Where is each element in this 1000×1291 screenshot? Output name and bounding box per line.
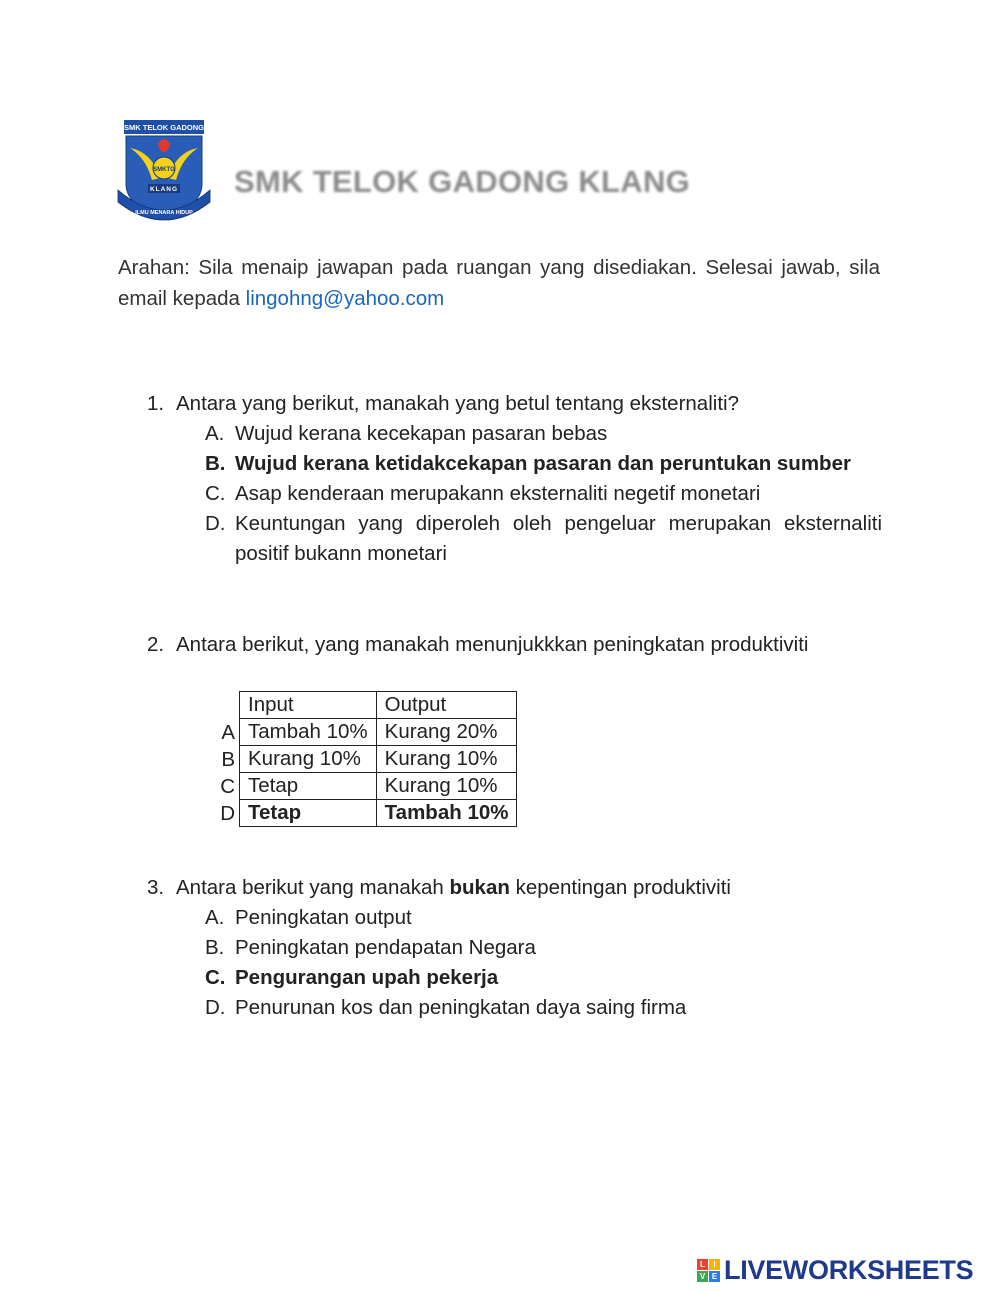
option-a — [205, 903, 882, 933]
crest-motto-text: ILMU MENARA HIDUP — [135, 210, 193, 216]
table-cell: Tetap — [240, 800, 377, 827]
option-letter: D. — [205, 996, 226, 1019]
table-row — [240, 719, 517, 746]
table-cell: Kurang 10% — [376, 746, 517, 773]
option-text: Asap kenderaan merupakann eksternaliti negetif monetari — [235, 482, 761, 505]
table-cell: Kurang 10% — [376, 773, 517, 800]
question-1 — [147, 389, 882, 569]
table-cell: Kurang 10% — [240, 746, 377, 773]
input-output-table — [239, 691, 517, 827]
option-letter: C. — [205, 482, 226, 505]
option-text: Keuntungan yang diperoleh oleh pengeluar merupakan eksternaliti positif bukann monetari — [235, 512, 882, 565]
option-text: Peningkatan output — [235, 906, 412, 929]
table-row-labels — [205, 691, 235, 827]
question-number: 1. — [147, 392, 165, 415]
option-b — [205, 449, 882, 479]
question-number: 3. — [147, 876, 165, 899]
table-row — [240, 746, 517, 773]
option-c — [205, 963, 882, 993]
row-label: A — [221, 721, 235, 744]
option-a — [205, 419, 882, 449]
option-letter: D. — [205, 512, 226, 535]
option-text: Penurunan kos dan peningkatan daya saing firma — [235, 996, 687, 1019]
stem-emphasis: bukan — [449, 876, 510, 899]
question-stem: Antara yang berikut, manakah yang betul tentang eksternaliti? — [176, 392, 739, 415]
school-crest-logo — [116, 118, 212, 226]
liveworksheets-logo — [697, 1255, 973, 1285]
table-cell: Kurang 20% — [376, 719, 517, 746]
icon-letter: L — [697, 1259, 708, 1270]
option-d — [205, 993, 882, 1023]
question-3 — [147, 873, 882, 1023]
option-d — [205, 509, 882, 569]
liveworksheets-icon — [697, 1259, 720, 1282]
option-letter: C. — [205, 966, 226, 989]
school-name: SMK TELOK GADONG KLANG — [234, 164, 691, 199]
crest-top-text: SMK TELOK GADONG — [124, 123, 204, 132]
option-text: Pengurangan upah pekerja — [235, 966, 499, 989]
question-2 — [147, 630, 882, 660]
table-row — [240, 800, 517, 827]
table-cell: Tambah 10% — [240, 719, 377, 746]
option-b — [205, 933, 882, 963]
row-label: B — [221, 748, 235, 771]
row-label: C — [220, 775, 235, 798]
table-cell: Tambah 10% — [376, 800, 517, 827]
option-text: Wujud kerana ketidakcekapan pasaran dan peruntukan sumber — [235, 452, 851, 475]
option-list — [205, 419, 882, 569]
instructions — [118, 252, 880, 314]
table-cell: Tetap — [240, 773, 377, 800]
school-header — [116, 118, 796, 228]
table-header: Input — [240, 692, 377, 719]
crest-ribbon-text: KLANG — [149, 186, 179, 193]
option-c — [205, 479, 882, 509]
option-letter: A. — [205, 422, 225, 445]
liveworksheets-brand: LIVEWORKSHEETS — [724, 1254, 974, 1285]
icon-letter: I — [709, 1259, 720, 1270]
option-text: Wujud kerana kecekapan pasaran bebas — [235, 422, 608, 445]
option-list — [205, 903, 882, 1023]
option-letter: A. — [205, 906, 225, 929]
email-link[interactable]: lingohng@yahoo.com — [245, 287, 445, 310]
table-header-row — [240, 692, 517, 719]
option-letter: B. — [205, 936, 225, 959]
table-row — [240, 773, 517, 800]
table-header: Output — [376, 692, 517, 719]
question-number: 2. — [147, 633, 165, 656]
stem-text: kepentingan produktiviti — [509, 876, 731, 899]
icon-letter: V — [697, 1271, 708, 1282]
stem-text: Antara berikut yang manakah — [176, 876, 450, 899]
question-stem — [176, 873, 882, 903]
instructions-text: Arahan: Sila menaip jawapan pada ruangan yang disediakan. Selesai jawab, sila email kepada — [118, 256, 880, 310]
row-label: D — [220, 802, 235, 825]
option-letter: B. — [205, 452, 226, 475]
icon-letter: E — [709, 1271, 720, 1282]
option-text: Peningkatan pendapatan Negara — [235, 936, 536, 959]
question-stem: Antara berikut, yang manakah menunjukkkan peningkatan produktiviti — [176, 633, 809, 656]
crest-center-text: SMKTG — [153, 167, 175, 173]
